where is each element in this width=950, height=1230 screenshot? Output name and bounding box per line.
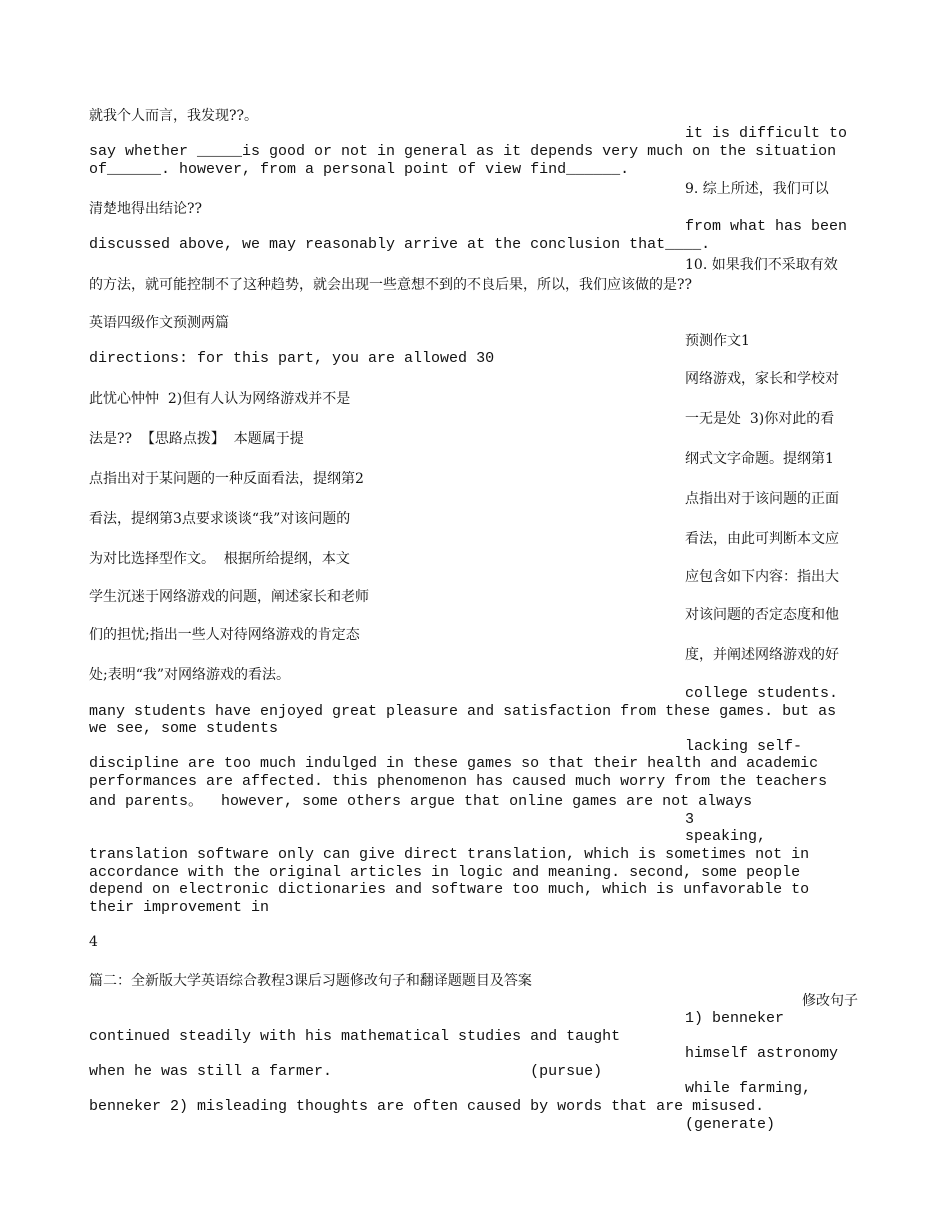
subsection-heading: 修改句子 bbox=[802, 993, 858, 1009]
text-line: it is difficult to bbox=[685, 125, 848, 142]
text-line: speaking, bbox=[685, 828, 767, 845]
text-line: say whether _____is good or not in general as it depends very much on the situation bbox=[89, 143, 837, 160]
text-line: 3 bbox=[685, 811, 695, 828]
text-line: himself astronomy bbox=[685, 1045, 839, 1062]
page-number: 4 bbox=[89, 934, 98, 950]
text-line: and parents。 however, some others argue that online games are not always bbox=[89, 793, 753, 810]
section-heading: 英语四级作文预测两篇 bbox=[89, 315, 229, 331]
text-line: 9. 综上所述，我们可以 bbox=[685, 181, 829, 197]
text-line: 看法，由此可判断本文应 bbox=[685, 531, 839, 547]
text-line: their improvement in bbox=[89, 899, 270, 916]
text-line: 应包含如下内容：指出大 bbox=[685, 569, 839, 585]
text-line: accordance with the original articles in logic and meaning. second, some people bbox=[89, 864, 801, 881]
text-line: 点指出对于该问题的正面 bbox=[685, 491, 839, 507]
text-line: depend on electronic dictionaries and software too much, which is unfavorable to bbox=[89, 881, 810, 898]
text-line: 清楚地得出结论?? bbox=[89, 201, 203, 217]
text-line: 一无是处 3)你对此的看 bbox=[685, 411, 835, 427]
text-line: 度，并阐述网络游戏的好 bbox=[685, 647, 839, 663]
text-line: college students. bbox=[685, 685, 839, 702]
text-line: 网络游戏，家长和学校对 bbox=[685, 371, 839, 387]
text-line: discipline are too much indulged in these games so that their health and academic bbox=[89, 755, 819, 772]
text-line: 学生沉迷于网络游戏的问题，阐述家长和老师 bbox=[89, 589, 369, 605]
text-line: performances are affected. this phenomenon has caused much worry from the teachers bbox=[89, 773, 828, 790]
text-line: (generate) bbox=[685, 1116, 776, 1133]
text-line: 点指出对于某问题的一种反面看法，提纲第2 bbox=[89, 471, 364, 487]
text-line: 此忧心忡忡 2)但有人认为网络游戏并不是 bbox=[89, 391, 351, 407]
text-line: when he was still a farmer. (pursue) bbox=[89, 1063, 603, 1080]
text-line: 法是?? 【思路点拨】 本题属于提 bbox=[89, 431, 304, 447]
text-line: lacking self- bbox=[685, 738, 803, 755]
text-line: 看法，提纲第3点要求谈谈“我”对该问题的 bbox=[89, 511, 351, 527]
text-line: discussed above, we may reasonably arrive at the conclusion that____. bbox=[89, 236, 711, 253]
text-line: 预测作文1 bbox=[685, 333, 750, 349]
text-line: while farming, bbox=[685, 1080, 812, 1097]
text-line: 为对比选择型作文。 根据所给提纲，本文 bbox=[89, 551, 350, 567]
text-line: 们的担忧;指出一些人对待网络游戏的肯定态 bbox=[89, 627, 360, 643]
section-heading: 篇二：全新版大学英语综合教程3课后习题修改句子和翻译题题目及答案 bbox=[89, 973, 532, 989]
text-line: 处;表明“我”对网络游戏的看法。 bbox=[89, 667, 291, 683]
text-line: 1) benneker bbox=[685, 1010, 785, 1027]
text-line: we see, some students bbox=[89, 720, 279, 737]
text-line: translation software only can give direct translation, which is sometimes not in bbox=[89, 846, 810, 863]
text-line: 对该问题的否定态度和他 bbox=[685, 607, 839, 623]
text-line: from what has been bbox=[685, 218, 848, 235]
text-line: 的方法，就可能控制不了这种趋势，就会出现一些意想不到的不良后果，所以，我们应该做的是?? bbox=[89, 277, 693, 293]
text-line: directions: for this part, you are allowed 30 bbox=[89, 350, 495, 367]
text-line: 10. 如果我们不采取有效 bbox=[685, 257, 838, 273]
text-line: 纲式文字命题。提纲第1 bbox=[685, 451, 834, 467]
text-line: benneker 2) misleading thoughts are often caused by words that are misused. bbox=[89, 1098, 765, 1115]
text-line: many students have enjoyed great pleasure and satisfaction from these games. but as bbox=[89, 703, 837, 720]
text-line: continued steadily with his mathematical studies and taught bbox=[89, 1028, 621, 1045]
text-line: of______. however, from a personal point of view find______. bbox=[89, 161, 630, 178]
text-line: 就我个人而言，我发现??。 bbox=[89, 108, 259, 124]
